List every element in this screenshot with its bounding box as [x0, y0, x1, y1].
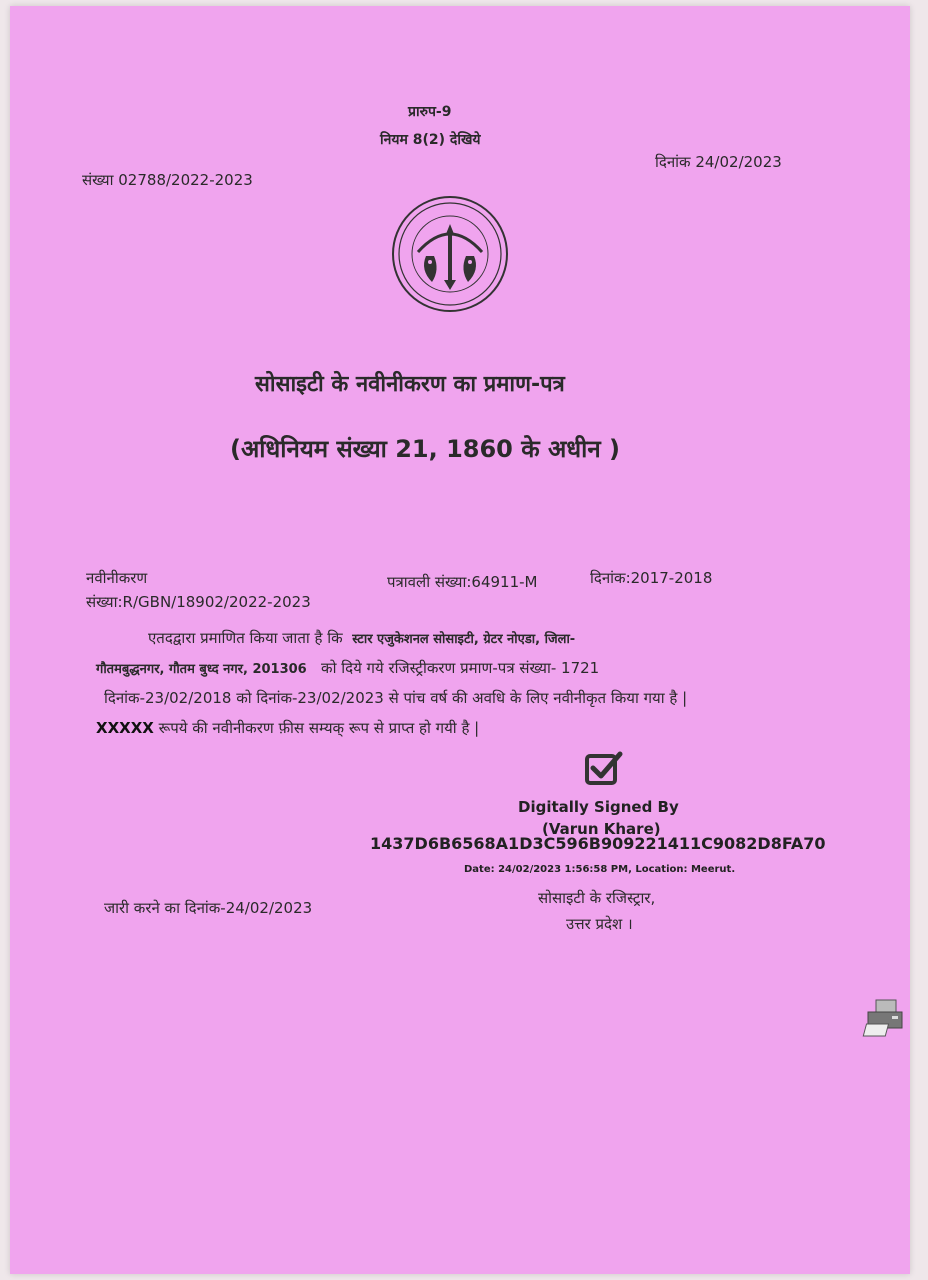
body-line-1: [148, 628, 575, 648]
registrar-title: सोसाइटी के रजिस्ट्रार,: [538, 889, 656, 907]
fee-statement: रूपये की नवीनीकरण फ़ीस सम्यक् रूप से प्राप्त हो गयी है |: [158, 719, 480, 737]
checkbox-check-icon: [584, 750, 624, 786]
body-line-3: दिनांक-23/02/2018 को दिनांक-23/02/2023 से पांच वर्ष की अवधि के लिए नवीनीकृत किया गया है |: [104, 689, 688, 707]
issued-date: जारी करने का दिनांक-24/02/2023: [104, 899, 313, 917]
body-line-4: [96, 718, 479, 738]
printer-icon: [862, 996, 906, 1040]
certification-prefix: एतदद्वारा प्रमाणित किया जाता है कि: [148, 629, 343, 647]
up-government-seal-icon: [390, 194, 510, 314]
signature-hash: 1437D6B6568A1D3C596B909221411C9082D8FA70: [370, 834, 826, 853]
digital-signature-label: Digitally Signed By: [518, 798, 679, 816]
signer-name: (Varun Khare): [542, 820, 661, 838]
fee-amount: XXXXX: [96, 719, 154, 737]
file-number: पत्रावली संख्या:64911-M: [387, 573, 538, 591]
renewal-number: संख्या:R/GBN/18902/2022-2023: [86, 593, 311, 611]
reference-number: संख्या 02788/2022-2023: [82, 171, 253, 189]
form-number: प्रारुप-9: [408, 104, 452, 120]
society-name: स्टार एजुकेशनल सोसाइटी, ग्रेटर नोएडा, जिला-: [352, 632, 576, 647]
rule-reference: नियम 8(2) देखिये: [380, 132, 481, 148]
act-reference: (अधिनियम संख्या 21, 1860 के अधीन ): [230, 435, 620, 463]
registration-reference: को दिये गये रजिस्ट्रीकरण प्रमाण-पत्र संख्या- 1721: [321, 659, 600, 677]
file-date: दिनांक:2017-2018: [590, 569, 713, 587]
renewal-label: नवीनीकरण: [86, 569, 148, 587]
society-address: गौतमबुद्धनगर, गौतम बुध्द नगर, 201306: [96, 662, 307, 677]
signature-date: Date: 24/02/2023 1:56:58 PM, Location: Meerut.: [464, 864, 736, 875]
body-line-2: [96, 658, 599, 678]
certificate-page: [10, 6, 910, 1274]
certificate-title: सोसाइटी के नवीनीकरण का प्रमाण-पत्र: [255, 372, 565, 397]
registrar-state: उत्तर प्रदेश ।: [566, 915, 633, 933]
issue-date: दिनांक 24/02/2023: [655, 153, 782, 171]
